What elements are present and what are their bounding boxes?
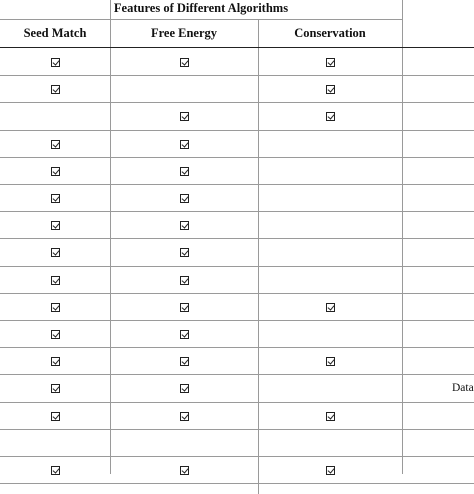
table-row [0,348,474,375]
cell-seed [0,294,110,321]
checked-box-icon [51,412,60,421]
cell-cons [258,185,402,212]
cell-energy [110,375,258,402]
checked-box-icon [51,276,60,285]
cell-cons [258,403,402,430]
cell-seed [0,403,110,430]
table-row [0,267,474,294]
table-title: Features of Different Algorithms [113,1,289,15]
cell-cons [258,348,402,375]
table-row [0,321,474,348]
cell-cons [258,212,402,239]
checked-box-icon [326,303,335,312]
row-rule [0,483,474,484]
cell-energy [110,239,258,266]
cell-energy [110,185,258,212]
cell-cons [258,430,402,457]
checked-box-icon [180,140,189,149]
cell-cons [258,239,402,266]
table-row [0,103,474,130]
table-row [0,49,474,76]
checked-box-icon [180,112,189,121]
checked-box-icon [326,85,335,94]
checked-box-icon [51,221,60,230]
cell-seed [0,185,110,212]
cell-seed [0,158,110,185]
checked-box-icon [51,58,60,67]
checked-box-icon [51,248,60,257]
table-row [0,294,474,321]
row-note: Data [452,382,474,395]
cell-seed [0,430,110,457]
cell-energy [110,131,258,158]
cell-seed [0,267,110,294]
cell-energy [110,212,258,239]
cell-cons [258,267,402,294]
cell-cons [258,321,402,348]
cell-seed [0,457,110,484]
header-rule [0,47,474,48]
cell-cons [258,158,402,185]
checked-box-icon [51,303,60,312]
checked-box-icon [326,58,335,67]
header-free-energy: Free Energy [150,26,218,40]
checked-box-icon [180,384,189,393]
cell-energy [110,294,258,321]
table-row [0,457,474,484]
checked-box-icon [180,412,189,421]
checked-box-icon [180,303,189,312]
cell-energy [110,457,258,484]
table-row [0,430,474,457]
cell-seed [0,212,110,239]
checked-box-icon [180,221,189,230]
checked-box-icon [51,384,60,393]
cell-energy [110,348,258,375]
checked-box-icon [326,357,335,366]
cell-energy [110,403,258,430]
cell-cons [258,76,402,103]
table-row [0,185,474,212]
cell-seed [0,348,110,375]
cell-energy [110,49,258,76]
checked-box-icon [180,357,189,366]
checked-box-icon [51,85,60,94]
checked-box-icon [180,330,189,339]
cell-energy [110,158,258,185]
cell-seed [0,49,110,76]
table-row [0,403,474,430]
header-conservation: Conservation [294,26,366,40]
table-row [0,158,474,185]
cell-cons [258,103,402,130]
cell-cons [258,375,402,402]
cell-cons [258,49,402,76]
checked-box-icon [180,194,189,203]
cell-cons [258,294,402,321]
cell-energy [110,321,258,348]
checked-box-icon [180,58,189,67]
table-row [0,212,474,239]
checked-box-icon [51,330,60,339]
cell-seed [0,375,110,402]
cell-seed [0,103,110,130]
checked-box-icon [51,194,60,203]
cell-cons [258,131,402,158]
cell-energy [110,76,258,103]
header-seed-match: Seed Match [23,26,87,40]
cell-seed [0,321,110,348]
table-row [0,239,474,266]
checked-box-icon [51,140,60,149]
checked-box-icon [180,248,189,257]
checked-box-icon [51,167,60,176]
checked-box-icon [326,412,335,421]
table-row [0,131,474,158]
table-row [0,76,474,103]
cell-energy [110,103,258,130]
cell-cons [258,457,402,484]
checked-box-icon [180,167,189,176]
checked-box-icon [180,276,189,285]
cell-seed [0,239,110,266]
cell-seed [0,131,110,158]
cell-energy [110,267,258,294]
checked-box-icon [326,112,335,121]
cell-energy [110,430,258,457]
cell-seed [0,76,110,103]
checked-box-icon [51,357,60,366]
table-row [0,375,474,402]
